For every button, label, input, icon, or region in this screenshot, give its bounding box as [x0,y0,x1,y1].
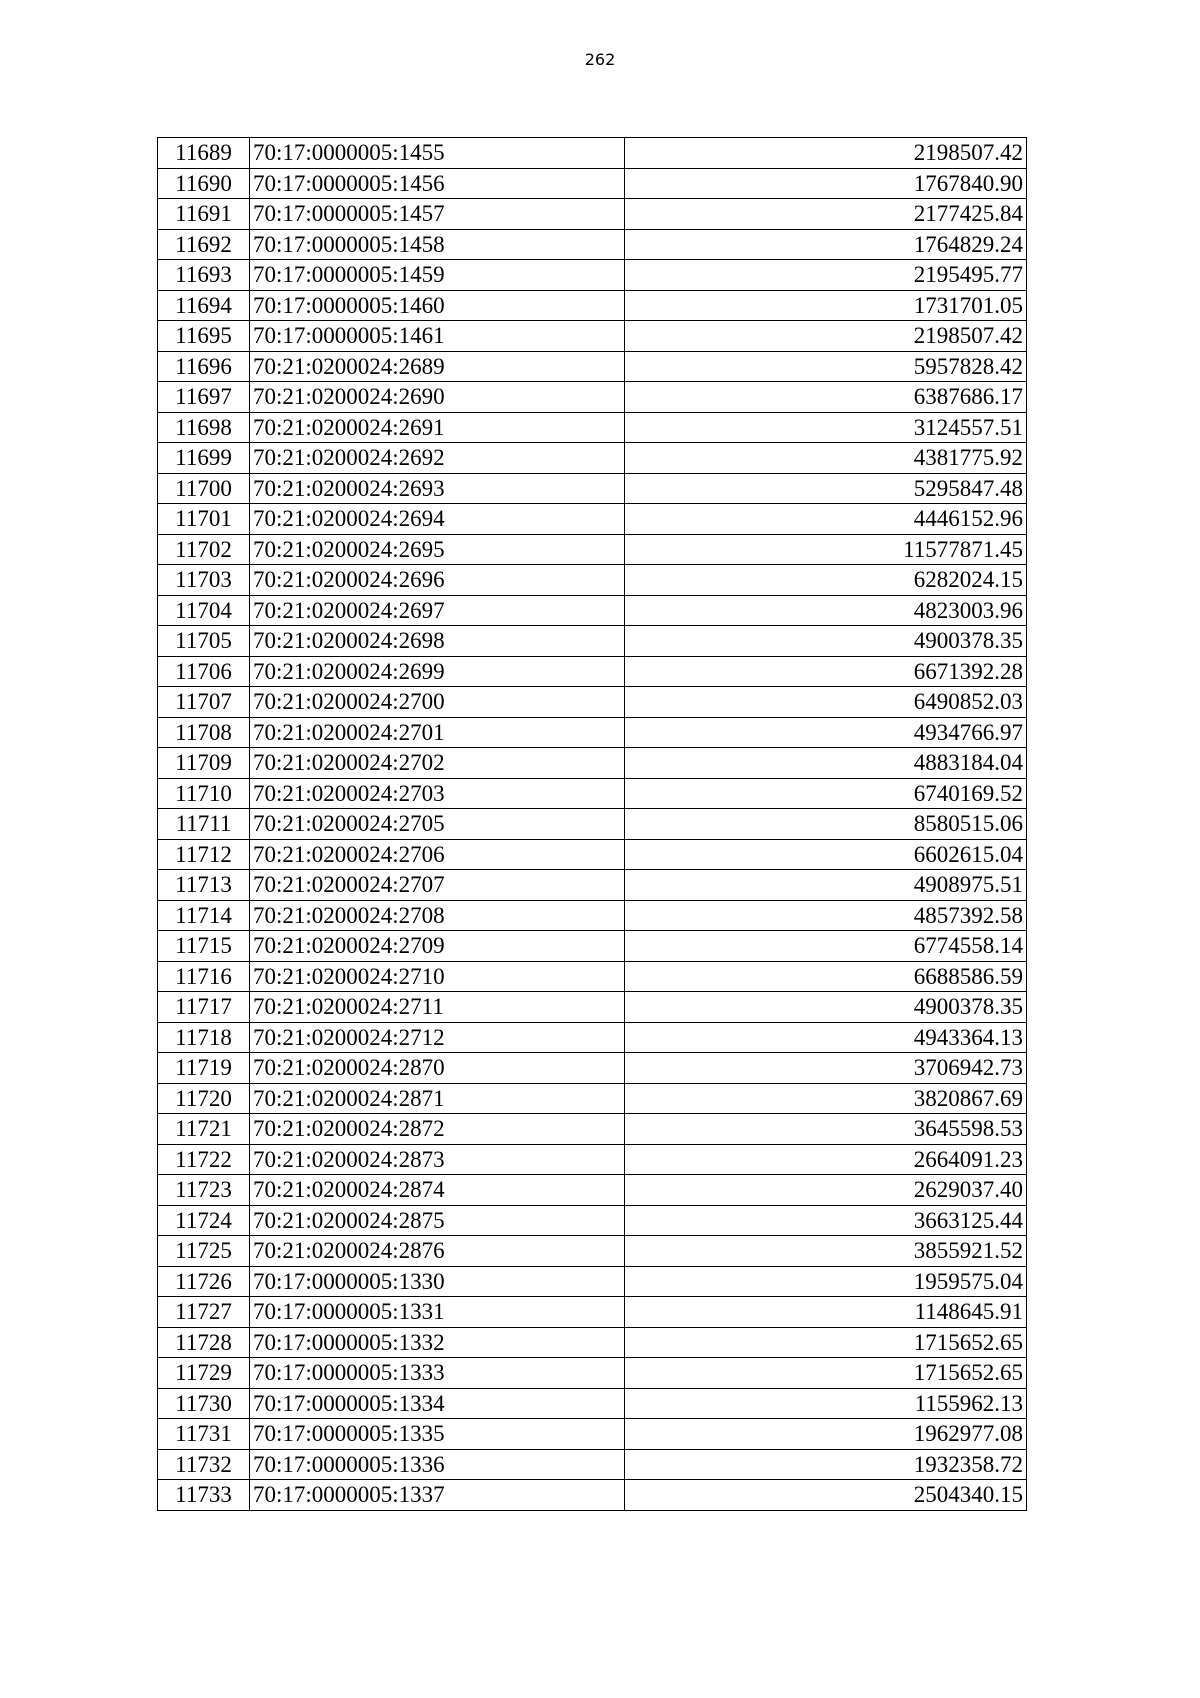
cadastral-value-cell: 1731701.05 [625,290,1027,321]
table-row [158,1053,1027,1084]
cadastral-number-cell: 70:21:0200024:2697 [250,595,625,626]
cadastral-value-cell: 3645598.53 [625,1114,1027,1145]
table-row [158,900,1027,931]
table-row [158,1297,1027,1328]
table-row [158,595,1027,626]
cadastral-number-cell: 70:17:0000005:1331 [250,1297,625,1328]
cadastral-value-cell: 4900378.35 [625,626,1027,657]
cadastral-number-cell: 70:21:0200024:2699 [250,656,625,687]
row-number-cell: 11727 [158,1297,250,1328]
row-number-cell: 11725 [158,1236,250,1267]
cadastral-number-cell: 70:21:0200024:2876 [250,1236,625,1267]
cadastral-value-cell: 2198507.42 [625,321,1027,352]
cadastral-number-cell: 70:21:0200024:2873 [250,1144,625,1175]
cadastral-number-cell: 70:21:0200024:2701 [250,717,625,748]
row-number-cell: 11724 [158,1205,250,1236]
table-row [158,687,1027,718]
row-number-cell: 11692 [158,229,250,260]
row-number-cell: 11714 [158,900,250,931]
cadastral-number-cell: 70:17:0000005:1455 [250,138,625,169]
cadastral-number-cell: 70:17:0000005:1460 [250,290,625,321]
cadastral-value-cell: 1148645.91 [625,1297,1027,1328]
cadastral-value-cell: 3820867.69 [625,1083,1027,1114]
table-row [158,992,1027,1023]
cadastral-number-cell: 70:17:0000005:1458 [250,229,625,260]
table-row [158,1358,1027,1389]
cadastral-value-cell: 11577871.45 [625,534,1027,565]
row-number-cell: 11698 [158,412,250,443]
cadastral-number-cell: 70:17:0000005:1336 [250,1449,625,1480]
row-number-cell: 11726 [158,1266,250,1297]
row-number-cell: 11703 [158,565,250,596]
cadastral-value-cell: 4823003.96 [625,595,1027,626]
row-number-cell: 11706 [158,656,250,687]
row-number-cell: 11716 [158,961,250,992]
table-row [158,382,1027,413]
cadastral-value-cell: 3706942.73 [625,1053,1027,1084]
cadastral-number-cell: 70:17:0000005:1330 [250,1266,625,1297]
row-number-cell: 11730 [158,1388,250,1419]
cadastral-number-cell: 70:21:0200024:2696 [250,565,625,596]
row-number-cell: 11728 [158,1327,250,1358]
cadastral-number-cell: 70:21:0200024:2703 [250,778,625,809]
row-number-cell: 11689 [158,138,250,169]
table-row [158,473,1027,504]
row-number-cell: 11717 [158,992,250,1023]
cadastral-value-cell: 2504340.15 [625,1480,1027,1511]
cadastral-value-cell: 4908975.51 [625,870,1027,901]
table-row [158,839,1027,870]
table-row [158,961,1027,992]
cadastral-value-cell: 4857392.58 [625,900,1027,931]
cadastral-value-cell: 2195495.77 [625,260,1027,291]
cadastral-number-cell: 70:21:0200024:2709 [250,931,625,962]
table-row [158,351,1027,382]
table-row [158,1083,1027,1114]
cadastral-value-cell: 6688586.59 [625,961,1027,992]
cadastral-number-cell: 70:21:0200024:2875 [250,1205,625,1236]
table-row [158,1236,1027,1267]
row-number-cell: 11696 [158,351,250,382]
row-number-cell: 11705 [158,626,250,657]
row-number-cell: 11712 [158,839,250,870]
cadastral-number-cell: 70:17:0000005:1456 [250,168,625,199]
row-number-cell: 11704 [158,595,250,626]
row-number-cell: 11700 [158,473,250,504]
row-number-cell: 11729 [158,1358,250,1389]
row-number-cell: 11715 [158,931,250,962]
cadastral-number-cell: 70:21:0200024:2711 [250,992,625,1023]
table-row [158,626,1027,657]
row-number-cell: 11710 [158,778,250,809]
row-number-cell: 11723 [158,1175,250,1206]
table-row [158,290,1027,321]
row-number-cell: 11719 [158,1053,250,1084]
table-row [158,1419,1027,1450]
cadastral-number-cell: 70:21:0200024:2698 [250,626,625,657]
row-number-cell: 11690 [158,168,250,199]
cadastral-value-cell: 4381775.92 [625,443,1027,474]
cadastral-number-cell: 70:21:0200024:2712 [250,1022,625,1053]
cadastral-value-cell: 4446152.96 [625,504,1027,535]
cadastral-value-cell: 3124557.51 [625,412,1027,443]
cadastral-value-cell: 4943364.13 [625,1022,1027,1053]
cadastral-value-cell: 6774558.14 [625,931,1027,962]
table-row [158,504,1027,535]
cadastral-number-cell: 70:21:0200024:2690 [250,382,625,413]
table-row [158,1327,1027,1358]
row-number-cell: 11701 [158,504,250,535]
row-number-cell: 11718 [158,1022,250,1053]
cadastral-number-cell: 70:21:0200024:2870 [250,1053,625,1084]
row-number-cell: 11691 [158,199,250,230]
cadastral-number-cell: 70:17:0000005:1337 [250,1480,625,1511]
table-row [158,1266,1027,1297]
cadastral-value-cell: 1962977.08 [625,1419,1027,1450]
table-row [158,534,1027,565]
row-number-cell: 11731 [158,1419,250,1450]
row-number-cell: 11702 [158,534,250,565]
cadastral-value-cell: 6282024.15 [625,565,1027,596]
row-number-cell: 11709 [158,748,250,779]
cadastral-value-cell: 1155962.13 [625,1388,1027,1419]
row-number-cell: 11708 [158,717,250,748]
cadastral-value-table [157,137,1027,1511]
cadastral-number-cell: 70:21:0200024:2694 [250,504,625,535]
cadastral-number-cell: 70:21:0200024:2707 [250,870,625,901]
cadastral-number-cell: 70:17:0000005:1461 [250,321,625,352]
table-row [158,931,1027,962]
row-number-cell: 11697 [158,382,250,413]
cadastral-value-cell: 5957828.42 [625,351,1027,382]
cadastral-value-cell: 3855921.52 [625,1236,1027,1267]
row-number-cell: 11711 [158,809,250,840]
cadastral-value-cell: 5295847.48 [625,473,1027,504]
cadastral-value-cell: 1715652.65 [625,1358,1027,1389]
cadastral-number-cell: 70:21:0200024:2874 [250,1175,625,1206]
row-number-cell: 11733 [158,1480,250,1511]
table-row [158,260,1027,291]
cadastral-number-cell: 70:21:0200024:2702 [250,748,625,779]
cadastral-number-cell: 70:21:0200024:2705 [250,809,625,840]
table-row [158,1388,1027,1419]
table-row [158,138,1027,169]
cadastral-number-cell: 70:21:0200024:2871 [250,1083,625,1114]
cadastral-value-cell: 3663125.44 [625,1205,1027,1236]
row-number-cell: 11732 [158,1449,250,1480]
row-number-cell: 11722 [158,1144,250,1175]
cadastral-number-cell: 70:21:0200024:2700 [250,687,625,718]
table-row [158,1022,1027,1053]
cadastral-value-cell: 6740169.52 [625,778,1027,809]
cadastral-number-cell: 70:17:0000005:1459 [250,260,625,291]
cadastral-value-cell: 2629037.40 [625,1175,1027,1206]
cadastral-number-cell: 70:21:0200024:2689 [250,351,625,382]
cadastral-value-cell: 6387686.17 [625,382,1027,413]
cadastral-number-cell: 70:21:0200024:2695 [250,534,625,565]
cadastral-value-cell: 4900378.35 [625,992,1027,1023]
table-row [158,809,1027,840]
table-row [158,1175,1027,1206]
cadastral-value-cell: 6490852.03 [625,687,1027,718]
table-row [158,1114,1027,1145]
cadastral-number-cell: 70:21:0200024:2692 [250,443,625,474]
table-row [158,717,1027,748]
row-number-cell: 11695 [158,321,250,352]
cadastral-value-cell: 1932358.72 [625,1449,1027,1480]
row-number-cell: 11699 [158,443,250,474]
table-row [158,321,1027,352]
cadastral-number-cell: 70:21:0200024:2706 [250,839,625,870]
cadastral-value-cell: 2198507.42 [625,138,1027,169]
cadastral-value-cell: 6602615.04 [625,839,1027,870]
cadastral-value-cell: 2664091.23 [625,1144,1027,1175]
table-row [158,412,1027,443]
row-number-cell: 11713 [158,870,250,901]
table-row [158,229,1027,260]
table-row [158,656,1027,687]
table-row [158,199,1027,230]
cadastral-value-cell: 4934766.97 [625,717,1027,748]
cadastral-value-cell: 1767840.90 [625,168,1027,199]
cadastral-number-cell: 70:17:0000005:1457 [250,199,625,230]
cadastral-number-cell: 70:21:0200024:2691 [250,412,625,443]
row-number-cell: 11720 [158,1083,250,1114]
cadastral-value-cell: 1959575.04 [625,1266,1027,1297]
table-row [158,443,1027,474]
table-row [158,870,1027,901]
cadastral-number-cell: 70:17:0000005:1334 [250,1388,625,1419]
page-number: 262 [584,50,616,69]
cadastral-value-cell: 2177425.84 [625,199,1027,230]
table-body [158,138,1027,1511]
cadastral-number-cell: 70:21:0200024:2693 [250,473,625,504]
row-number-cell: 11694 [158,290,250,321]
table-row [158,1205,1027,1236]
cadastral-value-cell: 8580515.06 [625,809,1027,840]
table-row [158,565,1027,596]
row-number-cell: 11693 [158,260,250,291]
table-row [158,778,1027,809]
cadastral-number-cell: 70:21:0200024:2872 [250,1114,625,1145]
cadastral-value-cell: 6671392.28 [625,656,1027,687]
cadastral-number-cell: 70:17:0000005:1333 [250,1358,625,1389]
table-row [158,1449,1027,1480]
table-row [158,748,1027,779]
table-row [158,1144,1027,1175]
row-number-cell: 11707 [158,687,250,718]
cadastral-number-cell: 70:21:0200024:2710 [250,961,625,992]
table-row [158,1480,1027,1511]
cadastral-number-cell: 70:17:0000005:1335 [250,1419,625,1450]
cadastral-value-cell: 4883184.04 [625,748,1027,779]
table-row [158,168,1027,199]
cadastral-number-cell: 70:17:0000005:1332 [250,1327,625,1358]
cadastral-value-cell: 1764829.24 [625,229,1027,260]
row-number-cell: 11721 [158,1114,250,1145]
cadastral-number-cell: 70:21:0200024:2708 [250,900,625,931]
cadastral-value-cell: 1715652.65 [625,1327,1027,1358]
